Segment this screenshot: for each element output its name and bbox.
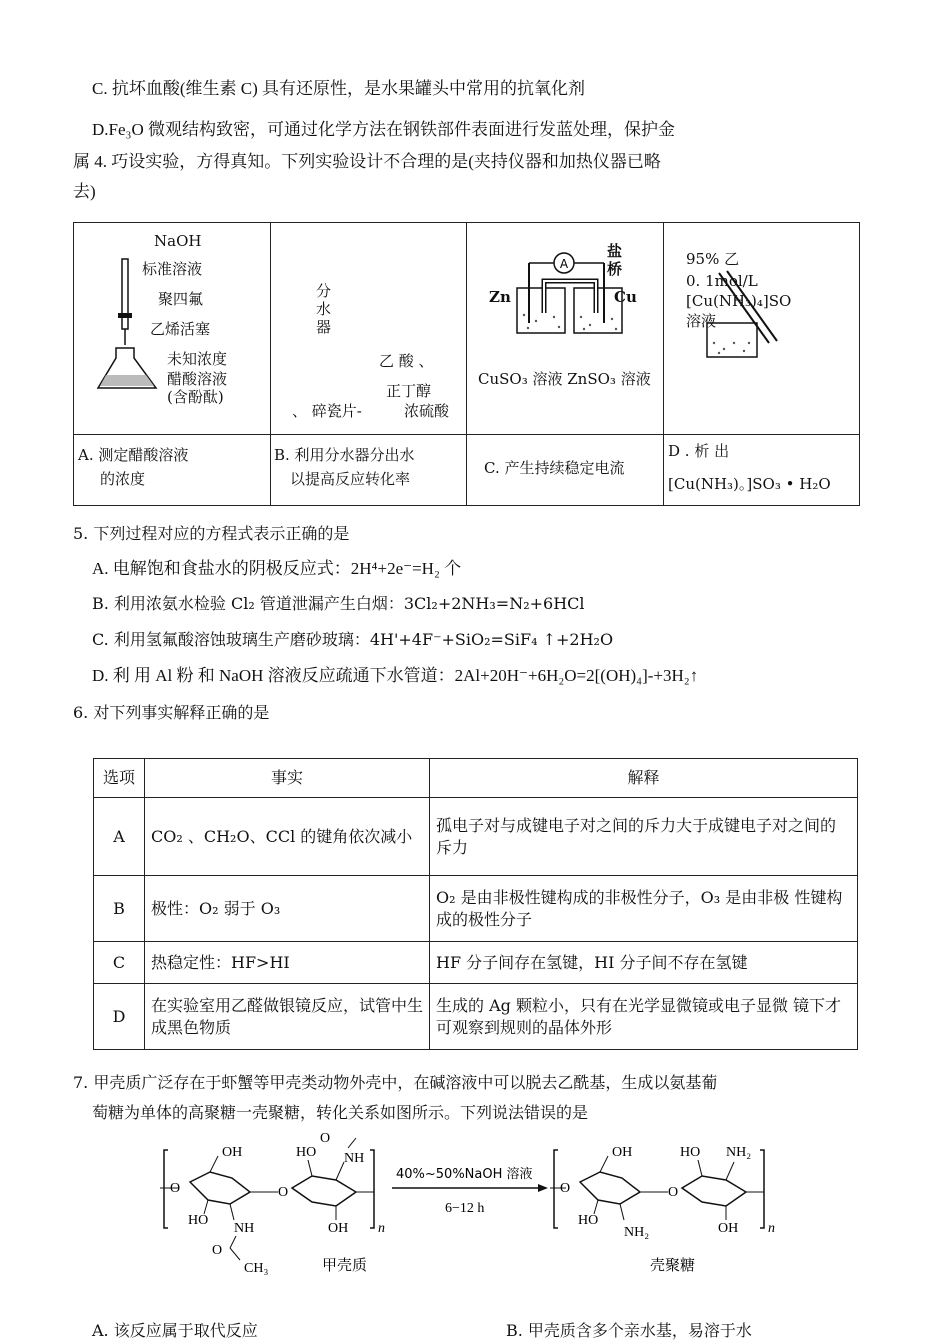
left-o-acetyl: O <box>212 1243 223 1258</box>
q6-table <box>93 758 858 1050</box>
right-ho-1: HO <box>578 1213 599 1228</box>
right-ho-2: HO <box>680 1145 701 1160</box>
a-label-stopcock: 乙烯活塞 <box>150 320 211 338</box>
chitosan-name: 壳聚糖 <box>650 1256 696 1274</box>
left-oh-2: OH <box>328 1221 349 1236</box>
c-label-cu: Cu <box>614 288 637 306</box>
q3-option-d-line2: 属 4. 巧设实验，方得真知。下列实验设计不合理的是(夹持仪器和加热仪器已略 <box>73 152 661 171</box>
b-label-porcelain: 、 碎瓷片- <box>292 402 362 420</box>
left-o-end: O <box>170 1181 181 1196</box>
table-row <box>94 798 858 876</box>
row-option: B <box>94 876 145 942</box>
row-fact: 极性：O₂ 弱于 O₃ <box>145 876 430 942</box>
b-label-sulfuric: 浓硫酸 <box>404 402 450 420</box>
reagent-label: 40%~50%NaOH 溶液 <box>396 1167 533 1182</box>
q5-option-d: D. 利 用 Al 粉 和 NaOH 溶液反应疏通下水管道：2Al+20H⁻+6H₂O=2[(OH)₄]-+3H₂↑ <box>92 666 699 685</box>
c-label-bridge: 桥 <box>607 260 623 278</box>
d-label-conc: 0. 1mol/L <box>686 272 758 290</box>
left-n: n <box>378 1221 385 1236</box>
b-label-fen: 分 <box>316 282 332 300</box>
header-option: 选项 <box>94 759 145 798</box>
table-row <box>94 942 858 984</box>
left-ho-2: HO <box>296 1145 317 1160</box>
q5-option-c: C. 利用氢氟酸溶蚀玻璃生产磨砂玻璃：4H'+4F⁻+SiO₂=SiF₄ ↑+2H₂O <box>92 630 614 649</box>
q7-option-a: A. 该反应属于取代反应 <box>92 1321 258 1340</box>
caption-b-line1: B. 利用分水器分出水 <box>274 446 415 464</box>
q3-option-c: C. 抗坏血酸(维生素 C) 具有还原性，是水果罐头中常用的抗氧化剂 <box>92 79 585 98</box>
right-nh2-2: NH₂ <box>726 1145 752 1160</box>
row-fact: CO₂ 、CH₂O、CCl 的键角依次减小 <box>145 798 430 876</box>
caption-d-line1: D . 析 出 <box>668 442 730 460</box>
table-row <box>94 876 858 942</box>
q5-option-b: B. 利用浓氨水检验 Cl₂ 管道泄漏产生白烟：3Cl₂+2NH₃=N₂+6HCl <box>92 594 585 613</box>
q5-option-a: A. 电解饱和食盐水的阴极反应式：2H⁴+2e⁻=H₂ 个 <box>92 559 462 578</box>
right-oh-2: OH <box>718 1221 739 1236</box>
header-fact: 事实 <box>145 759 430 798</box>
right-n: n <box>768 1221 775 1236</box>
caption-d-line2: [Cu(NH₃)。]SO₃ • H₂O <box>668 475 831 493</box>
left-ho-1: HO <box>188 1213 209 1228</box>
a-label-unknown: 未知浓度 <box>167 350 228 368</box>
d-label-solution: 溶液 <box>686 312 717 330</box>
b-label-acetic-acid: 乙 酸 、 <box>379 352 434 370</box>
row-fact: 在实验室用乙醛做银镜反应，试管中生成黑色物质 <box>145 984 430 1050</box>
left-ch3: CH₃ <box>244 1261 269 1276</box>
chitin-to-chitosan-scheme <box>160 1120 790 1280</box>
a-label-phenolphthalein: (含酚酞) <box>167 388 224 406</box>
caption-c: C. 产生持续稳定电流 <box>484 459 625 477</box>
q3-option-d-line1: D.Fe₃O 微观结构致密，可通过化学方法在钢铁部件表面进行发蓝处理，保护金 <box>92 120 675 139</box>
c-label-salt: 盐 <box>607 242 623 260</box>
a-label-standard: 标准溶液 <box>142 260 203 278</box>
header-explain: 解释 <box>430 759 858 798</box>
right-nh2-1: NH₂ <box>624 1225 650 1240</box>
left-o-glycosidic: O <box>278 1185 289 1200</box>
row-fact: 热稳定性：HF>HI <box>145 942 430 984</box>
c-label-zn: Zn <box>489 288 511 306</box>
row-option: A <box>94 798 145 876</box>
left-nh-top: NH <box>344 1151 365 1166</box>
row-option: C <box>94 942 145 984</box>
row-explain: 生成的 Ag 颗粒小，只有在光学显微镜或电子显微 镜下才可观察到规则的晶体外形 <box>430 984 858 1050</box>
a-label-acetic: 醋酸溶液 <box>167 370 228 388</box>
right-oh-1: OH <box>612 1145 633 1160</box>
row-explain: HF 分子间存在氢键，HI 分子间不存在氢键 <box>430 942 858 984</box>
caption-b-line2: 以提高反应转化率 <box>290 470 411 488</box>
c-label-solutions: CuSO₃ 溶液 ZnSO₃ 溶液 <box>478 370 651 388</box>
q7-option-b: B. 甲壳质含多个亲水基，易溶于水 <box>506 1321 752 1340</box>
q7-stem-line1: 7. 甲壳质广泛存在于虾蟹等甲壳类动物外壳中，在碱溶液中可以脱去乙酰基，生成以氨基葡 <box>73 1073 718 1092</box>
right-o-glycosidic: O <box>668 1185 679 1200</box>
row-option: D <box>94 984 145 1050</box>
caption-a-line1: A. 测定醋酸溶液 <box>78 446 189 464</box>
chitin-name: 甲壳质 <box>322 1256 368 1274</box>
caption-a-line2: 的浓度 <box>100 470 146 488</box>
d-label-complex: [Cu(NH₃)₄]SO <box>686 292 792 310</box>
ammeter-letter: A <box>559 257 569 271</box>
row-explain: O₂ 是由非极性键构成的非极性分子，O₃ 是由非极 性键构成的极性分子 <box>430 876 858 942</box>
q6-stem: 6. 对下列事实解释正确的是 <box>73 703 270 722</box>
right-o-end: O <box>560 1181 571 1196</box>
b-label-qi: 器 <box>316 318 332 336</box>
b-label-shui: 水 <box>316 300 332 318</box>
d-label-ethanol: 95% 乙 <box>686 250 740 268</box>
left-o-acetyl-top: O <box>320 1131 331 1146</box>
q4-experiment-table <box>73 222 860 506</box>
q7-stem-line2: 萄糖为单体的高聚糖一壳聚糖，转化关系如图所示。下列说法错误的是 <box>92 1103 589 1122</box>
time-label: 6−12 h <box>445 1201 485 1216</box>
table-row <box>94 984 858 1050</box>
q3-option-d-line3: 去) <box>73 182 96 201</box>
b-label-butanol: 正丁醇 <box>386 382 432 400</box>
left-oh-1: OH <box>222 1145 243 1160</box>
row-explain: 孤电子对与成键电子对之间的斥力大于成键电子对之间的斥力 <box>430 798 858 876</box>
a-label-naoh: NaOH <box>154 232 202 250</box>
left-nh: NH <box>234 1221 255 1236</box>
q5-stem: 5. 下列过程对应的方程式表示正确的是 <box>73 524 350 543</box>
a-label-ptfe: 聚四氟 <box>158 290 204 308</box>
